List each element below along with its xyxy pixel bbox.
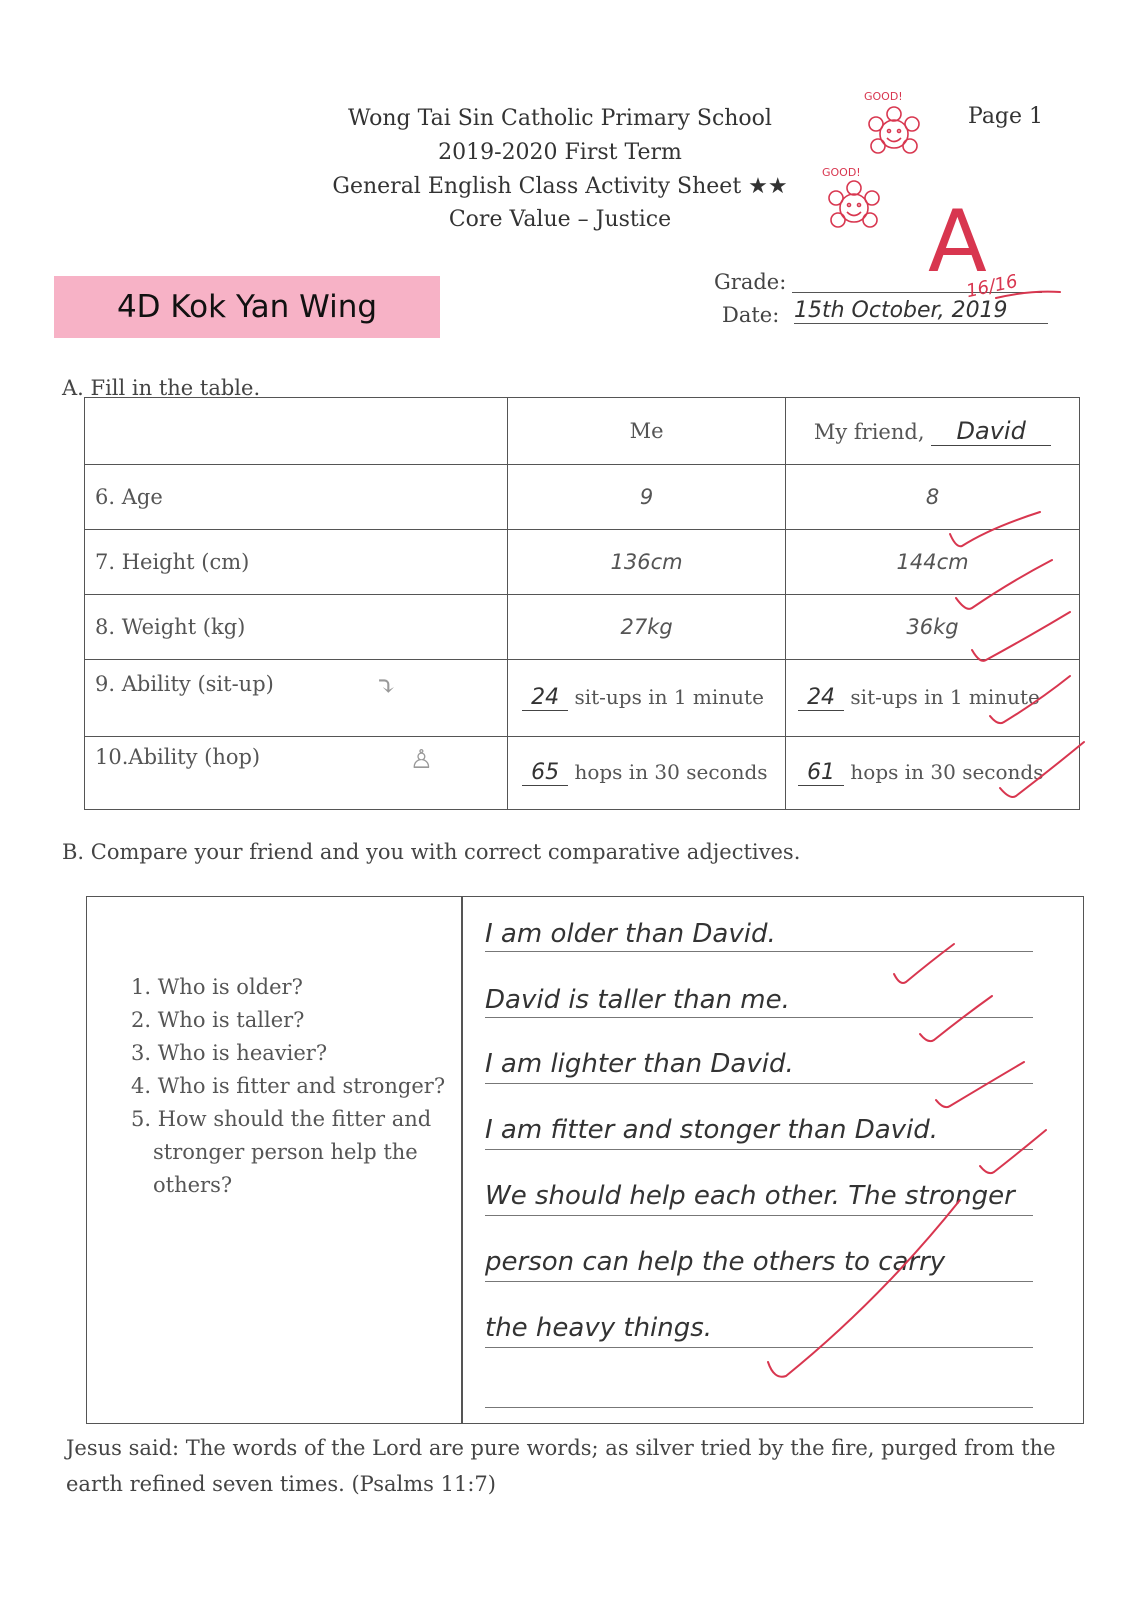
answer-5: We should help each other. The stronger: [485, 1181, 1015, 1211]
me-situp-value: 24: [522, 685, 568, 711]
stamp-text: GOOD!: [822, 166, 861, 179]
answer-line: [485, 1017, 1033, 1018]
question-5-end: others?: [153, 1173, 233, 1197]
stamp-text: GOOD!: [864, 90, 903, 103]
header-me: Me: [508, 398, 786, 465]
friend-name: David: [931, 417, 1051, 446]
me-situp-suffix: sit-ups in 1 minute: [574, 685, 764, 709]
row-label-text: 9. Ability (sit-up): [95, 672, 274, 696]
friend-hop-cell: [786, 737, 1080, 810]
me-situp-cell: [508, 660, 786, 737]
table-row: [85, 595, 1080, 660]
me-value: 27kg: [508, 595, 786, 660]
school-name: Wong Tai Sin Catholic Primary School: [348, 106, 772, 131]
friend-value: 36kg: [786, 595, 1080, 660]
friend-hop-value: 61: [798, 760, 844, 786]
question-4: 4. Who is fitter and stronger?: [131, 1074, 446, 1098]
friend-situp-cell: [786, 660, 1080, 737]
page-label: Page 1: [968, 104, 1044, 129]
row-label: 7. Height (cm): [85, 530, 508, 595]
core-value: Core Value – Justice: [448, 207, 672, 232]
grade-value: A: [928, 192, 987, 292]
row-label: [85, 737, 508, 810]
me-hop-value: 65: [522, 760, 568, 786]
answer-2: David is taller than me.: [485, 985, 790, 1015]
header-friend-prefix: My friend,: [813, 419, 925, 444]
answer-6: person can help the others to carry: [485, 1247, 946, 1277]
good-stamp-1: [858, 90, 930, 166]
section-b-title: B. Compare your friend and you with correct comparative adjectives.: [62, 840, 801, 864]
row-label: 8. Weight (kg): [85, 595, 508, 660]
answer-1: I am older than David.: [485, 919, 776, 949]
sit-up-figure-icon: ⤵: [375, 672, 398, 702]
question-3: 3. Who is heavier?: [131, 1041, 328, 1065]
comparison-table: [84, 397, 1080, 810]
table-row: [85, 660, 1080, 737]
answer-line: [485, 1281, 1033, 1282]
grade-score: 16/16: [964, 270, 1020, 303]
me-hop-suffix: hops in 30 seconds: [574, 760, 768, 784]
answer-line: [485, 1083, 1033, 1084]
answer-line: [485, 1407, 1033, 1408]
column-divider: [461, 897, 463, 1423]
date-value: 15th October, 2019: [794, 298, 1048, 324]
row-label: 6. Age: [85, 465, 508, 530]
question-5: 5. How should the fitter and: [131, 1107, 432, 1131]
answer-3: I am lighter than David.: [485, 1049, 794, 1079]
term: 2019-2020 First Term: [438, 140, 682, 165]
question-1: 1. Who is older?: [131, 975, 303, 999]
table-row: [85, 465, 1080, 530]
friend-situp-suffix: sit-ups in 1 minute: [850, 685, 1040, 709]
row-label: [85, 660, 508, 737]
answer-4: I am fitter and stonger than David.: [485, 1115, 939, 1145]
date-label: Date:: [722, 303, 780, 327]
table-row: [85, 530, 1080, 595]
friend-hop-suffix: hops in 30 seconds: [850, 760, 1044, 784]
header-friend: [786, 398, 1080, 465]
friend-value: 144cm: [786, 530, 1080, 595]
me-hop-cell: [508, 737, 786, 810]
answer-7: the heavy things.: [485, 1313, 713, 1343]
answer-line: [485, 951, 1033, 952]
smiley-flower-icon: [858, 94, 930, 166]
answer-box: [86, 896, 1084, 1424]
friend-value: 8: [786, 465, 1080, 530]
question-5-cont: stronger person help the: [153, 1140, 418, 1164]
answer-line: [485, 1149, 1033, 1150]
student-name: 4D Kok Yan Wing: [54, 276, 440, 338]
sheet-title: General English Class Activity Sheet ★★: [332, 174, 788, 199]
answer-line: [485, 1215, 1033, 1216]
table-row: [85, 737, 1080, 810]
hop-figure-icon: ♙: [409, 745, 434, 775]
row-label-text: 10.Ability (hop): [95, 745, 261, 769]
grade-label: Grade:: [714, 270, 787, 294]
section-a-title: A. Fill in the table.: [62, 376, 261, 400]
table-header-blank: [85, 398, 508, 465]
me-value: 9: [508, 465, 786, 530]
footer-quote: Jesus said: The words of the Lord are pure words; as silver tried by the fire, purged from the earth refined seven times. (Psalms 11:7): [66, 1436, 1056, 1496]
answer-line: [485, 1347, 1033, 1348]
me-value: 136cm: [508, 530, 786, 595]
friend-situp-value: 24: [798, 685, 844, 711]
good-stamp-2: [818, 164, 890, 240]
question-2: 2. Who is taller?: [131, 1008, 305, 1032]
